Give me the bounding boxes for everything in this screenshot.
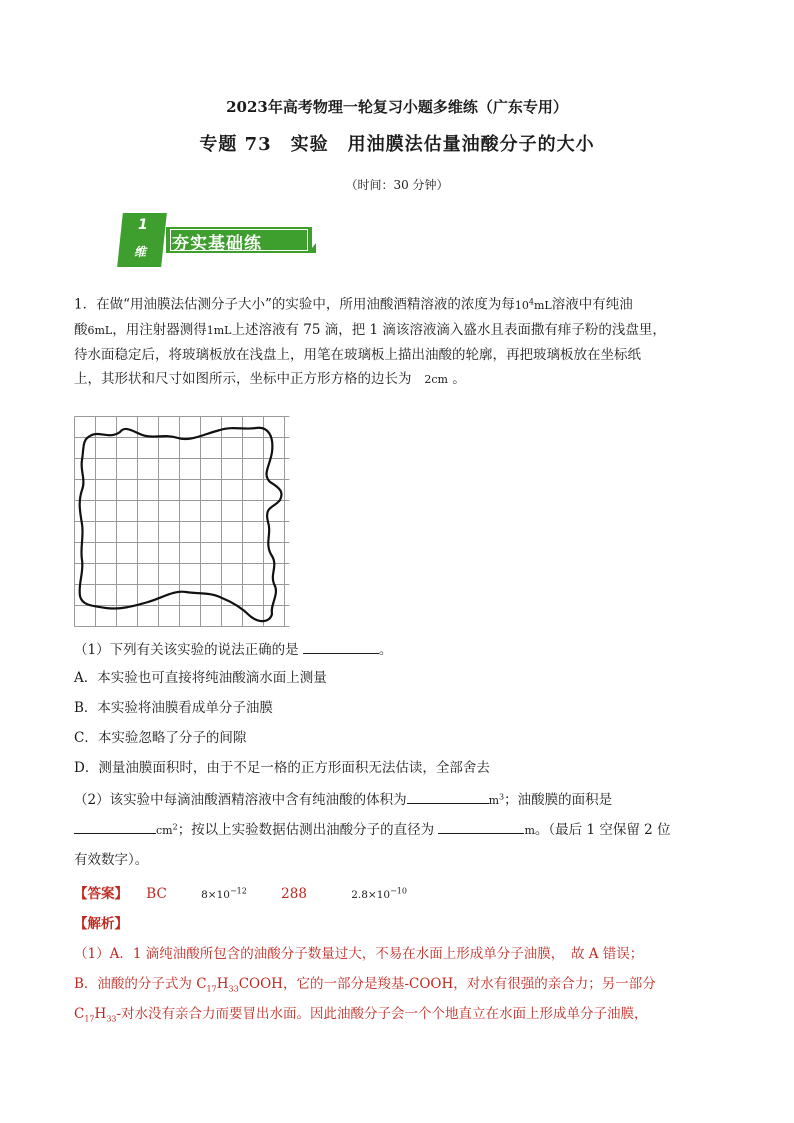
answer-blank-2[interactable] — [407, 789, 489, 804]
answer-3: 288 — [281, 886, 307, 902]
badge-number: 1 — [138, 217, 148, 233]
document-title: 2023年高考物理一轮复习小题多维练（广东专用） — [226, 98, 568, 116]
answer-blank-1[interactable] — [303, 639, 379, 654]
option-a: A．本实验也可直接将纯油酸滴水面上测量 — [74, 670, 327, 686]
sub-question-1: （1）下列有关该实验的说法正确的是 。 — [74, 638, 392, 658]
badge-label: 夯实基础练 — [172, 234, 262, 254]
option-b: B．本实验将油膜看成单分子油膜 — [74, 700, 273, 716]
answer-1: BC — [146, 886, 167, 902]
answer-line — [74, 882, 407, 902]
topic-title: 专题 73 实验 用油膜法估量油酸分子的大小 — [199, 134, 595, 155]
oil-film-figure — [74, 416, 290, 632]
analysis-line-2: B．油酸的分子式为 $C_{17}H_{33}COOH$，它的一部分是羧基-COOH，对水有很强的亲合力；另一部分 — [74, 976, 656, 994]
answer-4: $2.8\times 10^{-10}$ — [351, 886, 407, 901]
stem-line-4: 上，其形状和尺寸如图所示，坐标中正方形方格的边长为 2cm 。 — [74, 370, 466, 387]
analysis-line-3: $C_{17}H_{33}-$对水没有亲合力而要冒出水面。因此油酸分子会一个个地直立在水面上形成单分子油膜， — [74, 1006, 648, 1024]
badge-dim: 维 — [134, 245, 147, 259]
answer-label: 【答案】 — [74, 886, 128, 902]
analysis-line-1: （1）A．1 滴纯油酸所包含的油酸分子数量过大，不易在水面上形成单分子油膜， 故 A 错误； — [74, 946, 644, 962]
answer-blank-3[interactable] — [74, 819, 156, 834]
sub-question-2-line-2: $cm^2$；按以上实验数据估测出油酸分子的直径为 m。（最后 1 空保留 2 位 — [74, 818, 671, 838]
badge-tail-icon — [308, 243, 316, 253]
section-badge — [120, 213, 320, 269]
option-d: D．测量油膜面积时，由于不足一格的正方形面积无法估读，全部舍去 — [74, 760, 490, 776]
analysis-label: 【解析】 — [74, 916, 128, 932]
question-stem — [74, 290, 724, 392]
answer-blank-4[interactable] — [438, 819, 524, 834]
oil-film-outline — [80, 428, 282, 621]
sub-question-2-line-1: （2）该实验中每滴油酸酒精溶液中含有纯油酸的体积为 $m^3$；油酸膜的面积是 — [74, 788, 612, 808]
option-c: C．本实验忽略了分子的间隙 — [74, 730, 247, 746]
stem-line-2: 酸6mL，用注射器测得1mL上述溶液有 75 滴，把 1 滴该溶液滴入盛水且表面撒有痱子粉的浅盘里， — [74, 321, 666, 338]
sub-question-2-line-3: 有效数字）。 — [74, 852, 149, 868]
stem-line-3: 待水面稳定后，将玻璃板放在浅盘上，用笔在玻璃板上描出油酸的轮廓，再把玻璃板放在坐标纸 — [74, 346, 641, 363]
grid-figure — [74, 416, 290, 628]
stem-line-1: 1．在做“用油膜法估测分子大小”的实验中，所用油酸酒精溶液的浓度为每$10^4mL$溶液中有纯油 — [74, 296, 633, 313]
time-limit: （时间：30 分钟） — [345, 178, 449, 192]
answer-2: $8\times 10^{-12}$ — [201, 886, 247, 901]
